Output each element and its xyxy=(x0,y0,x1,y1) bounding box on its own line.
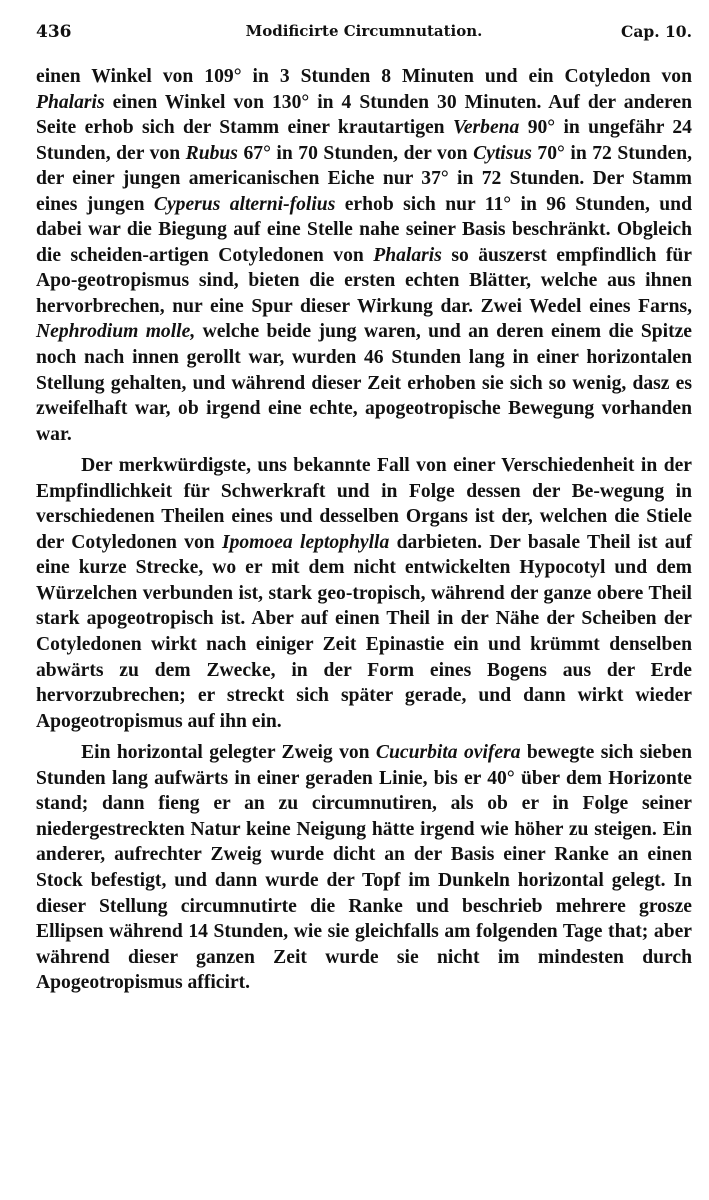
italic-term: Cucurbita ovifera xyxy=(375,742,521,764)
book-page xyxy=(36,22,692,996)
italic-term: Verbena xyxy=(452,117,520,139)
italic-term: Rubus xyxy=(185,142,238,164)
text-run: erhob sich nur 11° in 96 Stunden, und dabei war die Biegung auf eine Stelle nahe seiner Basis beschränkt. Obgleich die scheiden-artigen Cotyledonen von xyxy=(36,193,692,266)
page-body xyxy=(36,64,692,996)
italic-term: Phalaris xyxy=(373,244,442,266)
italic-term: Cytisus xyxy=(473,142,532,164)
text-run: welche beide jung waren, und an deren einem die Spitze noch nach innen gerollt war, wurden 46 Stunden lang in einer horizontalen Stellung gehalten, und während dieser Zeit erhoben sie sich so wenig, dasz es zweifelhaft war, ob irgend eine echte, apogeotropische Bewegung vorhanden war. xyxy=(36,321,692,445)
text-run: so äuszerst empfindlich für Apo-geotropismus sind, bieten die ersten echten Blätter, welche aus ihnen hervorbrechen, nur eine Spur dieser Wirkung dar. Zwei Wedel eines Farns, xyxy=(36,244,692,317)
text-run: 90° in ungefähr 24 Stunden, der von xyxy=(36,117,692,164)
italic-term: Ipomoea leptophylla xyxy=(221,531,390,553)
italic-term: Phalaris xyxy=(36,91,105,113)
text-run: 70° in 72 Stunden, der einer jungen americanischen Eiche nur 37° in 72 Stunden. Der Stamm eines jungen xyxy=(36,142,692,215)
running-header xyxy=(36,22,692,50)
text-run: 67° in 70 Stunden, der von xyxy=(237,142,474,164)
italic-term: Nephrodium molle, xyxy=(36,321,196,343)
chapter-label: Cap. 10. xyxy=(621,22,692,41)
text-run: einen Winkel von 130° in 4 Stunden 30 Minuten. Auf der anderen Seite erhob sich der Stamm einer krautartigen xyxy=(36,91,692,139)
paragraph xyxy=(36,740,692,995)
italic-term: Cyperus alterni-folius xyxy=(153,193,336,215)
page-number: 436 xyxy=(36,22,72,42)
text-run: darbieten. Der basale Theil ist auf eine kurze Strecke, wo er mit dem nicht entwickelten Hypocotyl und dem Würzelchen verbunden ist, stark geo-tropisch, während der ganze obere Theil stark apogeotropisch ist. Aber auf einen Theil in der Nähe der Scheiben der Cotyledonen wirkt nach einiger Zeit Epinastie ein und krümmt denselben abwärts zu dem Zwecke, in der Form eines Bogens aus der Erde hervorzubrechen; er streckt sich später gerade, und dann wirkt wieder Apogeotropismus auf ihn ein. xyxy=(36,531,693,732)
text-run: Der merkwürdigste, uns bekannte Fall von einer Verschiedenheit in der Empfindlichkeit für Schwerkraft und in Folge dessen der Be-wegung in verschiedenen Theilen eines und desselben Organs ist der, welchen die Stiele der Cotyledonen von xyxy=(36,455,692,553)
text-run: bewegte sich sieben Stunden lang aufwärts in einer geraden Linie, bis er 40° über dem Horizonte stand; dann fieng er an zu circumnutiren, als ob er in Folge seiner niedergestreckten Natur keine Neigung hätte irgend wie höher zu steigen. Ein anderer, aufrechter Zweig wurde dicht an der Basis einer Ranke an einen Stock befestigt, und dann wurde der Topf im Dunkeln horizontal gelegt. In dieser Stellung circumnutirte die Ranke und beschrieb mehrere grosze Ellipsen während 14 Stunden, wie sie gleichfalls am folgenden Tage that; aber während dieser ganzen Zeit wurde sie nicht im mindesten durch Apogeotropismus afficirt. xyxy=(36,742,692,994)
text-run: Ein horizontal gelegter Zweig von xyxy=(81,742,376,764)
paragraph xyxy=(36,64,692,447)
text-run: einen Winkel von 109° in 3 Stunden 8 Minuten und ein Cotyledon von xyxy=(36,66,692,87)
paragraph xyxy=(36,453,692,734)
running-title: Modificirte Circumnutation. xyxy=(245,22,483,40)
